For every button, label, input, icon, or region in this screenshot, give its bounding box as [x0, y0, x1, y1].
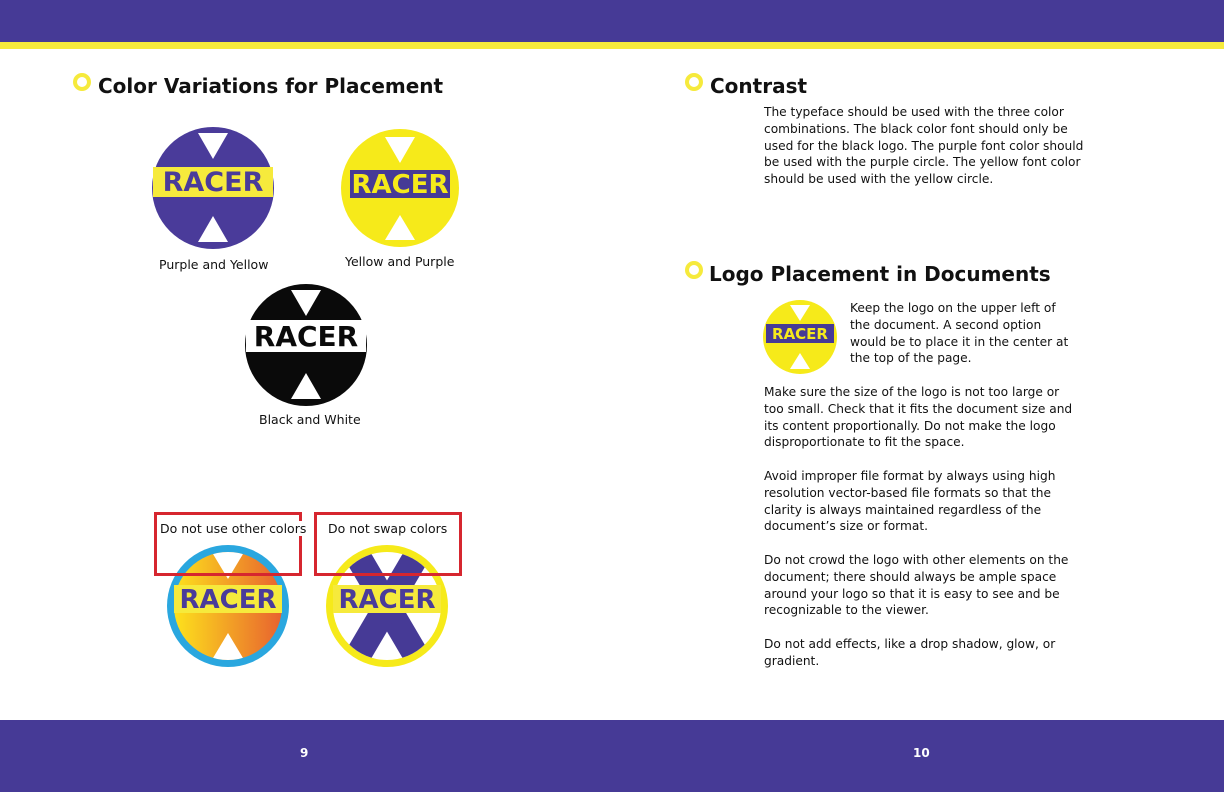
placement-paragraph-format: Avoid improper file format by always using high resolution vector-based file formats so that the clarity is always maintained regardless of the document’s size or format.	[764, 469, 1056, 534]
heading-logo-placement: Logo Placement in Documents	[709, 262, 1051, 286]
logo-yellow-purple	[340, 127, 460, 249]
placement-intro: Keep the logo on the upper left of the document. A second option would be to place it in the center at the top of the page.	[850, 301, 1069, 366]
placement-paragraph-crowding: Do not crowd the logo with other elements on the document; there should always be ample space around your logo so that it is easy to see and be recognizable to the viewer.	[764, 553, 1069, 618]
heading-contrast: Contrast	[710, 74, 808, 98]
bullet-ring-icon	[73, 73, 91, 91]
heading-color-variations: Color Variations for Placement	[98, 74, 444, 98]
caption-black-white: Black and White	[259, 412, 361, 427]
logo-black-white	[244, 282, 368, 408]
svg-text:RACER: RACER	[253, 320, 359, 353]
svg-text:RACER: RACER	[162, 167, 264, 198]
logo-placement-example	[762, 299, 838, 375]
svg-text:RACER: RACER	[351, 170, 449, 200]
contrast-text: The typeface should be used with the three color combinations. The black color font should only be used for the black logo. The purple font color should be used with the purple circle. The yellow font color should be used with the yellow circle.	[764, 105, 1084, 187]
footer-bar	[0, 720, 1224, 792]
label-do-not-use-other-colors: Do not use other colors	[160, 521, 307, 536]
logo-purple-yellow	[151, 125, 275, 251]
bullet-ring-icon	[685, 261, 703, 279]
placement-paragraph-size: Make sure the size of the logo is not too large or too small. Check that it fits the document size and its content proportionally. Do not make the logo disproportionate to fit the space.	[764, 385, 1073, 450]
bullet-ring-icon	[685, 73, 703, 91]
placement-paragraph-effects: Do not add effects, like a drop shadow, glow, or gradient.	[764, 637, 1056, 668]
label-do-not-swap-colors: Do not swap colors	[328, 521, 448, 536]
header-bar	[0, 0, 1224, 42]
svg-text:RACER: RACER	[338, 585, 436, 615]
caption-yellow-purple: Yellow and Purple	[345, 254, 455, 269]
caption-purple-yellow: Purple and Yellow	[159, 257, 269, 272]
page-number-right: 10	[913, 746, 930, 760]
svg-text:RACER: RACER	[772, 325, 828, 343]
page-number-left: 9	[300, 746, 309, 760]
header-accent-stripe	[0, 42, 1224, 49]
svg-text:RACER: RACER	[179, 585, 277, 615]
